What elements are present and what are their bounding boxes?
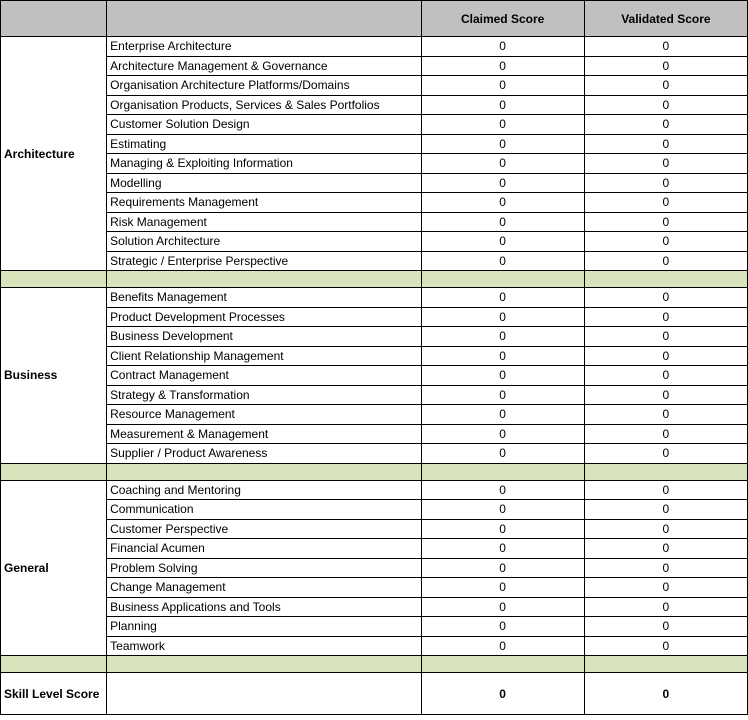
skill-name-cell: Business Development (107, 327, 421, 347)
table-row (1, 307, 748, 327)
table-row (1, 346, 748, 366)
skill-name-cell: Measurement & Management (107, 424, 421, 444)
table-row (1, 193, 748, 213)
section-separator-row (1, 656, 748, 673)
validated-score-cell[interactable]: 0 (584, 558, 747, 578)
claimed-score-cell[interactable]: 0 (421, 578, 584, 598)
separator-cell (107, 271, 421, 288)
separator-cell (107, 656, 421, 673)
claimed-score-cell[interactable]: 0 (421, 636, 584, 656)
validated-score-cell[interactable]: 0 (584, 327, 747, 347)
category-cell-general: General (1, 480, 107, 656)
validated-score-cell[interactable]: 0 (584, 76, 747, 96)
skill-name-cell: Communication (107, 500, 421, 520)
table-header (1, 1, 748, 37)
skill-name-cell: Strategic / Enterprise Perspective (107, 251, 421, 271)
claimed-score-cell[interactable]: 0 (421, 232, 584, 252)
skill-name-cell: Architecture Management & Governance (107, 56, 421, 76)
separator-cell (421, 656, 584, 673)
table-body (1, 37, 748, 673)
table-row (1, 480, 748, 500)
footer-claimed-score-cell[interactable]: 0 (421, 673, 584, 715)
table-row (1, 251, 748, 271)
separator-cell (107, 463, 421, 480)
claimed-score-cell[interactable]: 0 (421, 519, 584, 539)
claimed-score-cell[interactable]: 0 (421, 444, 584, 464)
skill-name-cell: Requirements Management (107, 193, 421, 213)
skill-name-cell: Customer Perspective (107, 519, 421, 539)
header-validated-score: Validated Score (584, 1, 747, 37)
validated-score-cell[interactable]: 0 (584, 500, 747, 520)
table-row (1, 444, 748, 464)
table-row (1, 539, 748, 559)
validated-score-cell[interactable]: 0 (584, 444, 747, 464)
table-row (1, 597, 748, 617)
header-category-cell (1, 1, 107, 37)
claimed-score-cell[interactable]: 0 (421, 76, 584, 96)
table-row (1, 95, 748, 115)
skill-name-cell: Product Development Processes (107, 307, 421, 327)
skill-name-cell: Organisation Products, Services & Sales Portfolios (107, 95, 421, 115)
table-row (1, 154, 748, 174)
claimed-score-cell[interactable]: 0 (421, 288, 584, 308)
section-separator-row (1, 463, 748, 480)
claimed-score-cell[interactable]: 0 (421, 405, 584, 425)
skill-name-cell: Teamwork (107, 636, 421, 656)
skill-name-cell: Planning (107, 617, 421, 637)
validated-score-cell[interactable]: 0 (584, 424, 747, 444)
claimed-score-cell[interactable]: 0 (421, 500, 584, 520)
claimed-score-cell[interactable]: 0 (421, 597, 584, 617)
validated-score-cell[interactable]: 0 (584, 617, 747, 637)
table-row (1, 134, 748, 154)
table-row (1, 173, 748, 193)
claimed-score-cell[interactable]: 0 (421, 327, 584, 347)
validated-score-cell[interactable]: 0 (584, 288, 747, 308)
table-row (1, 578, 748, 598)
separator-cell (1, 271, 107, 288)
claimed-score-cell[interactable]: 0 (421, 212, 584, 232)
validated-score-cell[interactable]: 0 (584, 56, 747, 76)
claimed-score-cell[interactable]: 0 (421, 385, 584, 405)
table-row (1, 636, 748, 656)
separator-cell (584, 656, 747, 673)
validated-score-cell[interactable]: 0 (584, 134, 747, 154)
claimed-score-cell[interactable]: 0 (421, 154, 584, 174)
validated-score-cell[interactable]: 0 (584, 519, 747, 539)
skill-name-cell: Risk Management (107, 212, 421, 232)
table-row (1, 115, 748, 135)
validated-score-cell[interactable]: 0 (584, 115, 747, 135)
section-separator-row (1, 271, 748, 288)
skill-name-cell: Managing & Exploiting Information (107, 154, 421, 174)
claimed-score-cell[interactable]: 0 (421, 173, 584, 193)
skill-name-cell: Business Applications and Tools (107, 597, 421, 617)
table-footer (1, 673, 748, 715)
skill-name-cell: Benefits Management (107, 288, 421, 308)
skill-name-cell: Change Management (107, 578, 421, 598)
table-row (1, 617, 748, 637)
table-row (1, 76, 748, 96)
table-row (1, 385, 748, 405)
validated-score-cell[interactable]: 0 (584, 154, 747, 174)
validated-score-cell[interactable]: 0 (584, 539, 747, 559)
validated-score-cell[interactable]: 0 (584, 37, 747, 57)
separator-cell (1, 463, 107, 480)
footer-validated-score-cell[interactable]: 0 (584, 673, 747, 715)
skill-level-score-label: Skill Level Score (1, 673, 107, 715)
validated-score-cell[interactable]: 0 (584, 578, 747, 598)
skill-name-cell: Customer Solution Design (107, 115, 421, 135)
claimed-score-cell[interactable]: 0 (421, 539, 584, 559)
table-row (1, 366, 748, 386)
validated-score-cell[interactable]: 0 (584, 405, 747, 425)
footer-empty-cell (107, 673, 421, 715)
skill-name-cell: Financial Acumen (107, 539, 421, 559)
claimed-score-cell[interactable]: 0 (421, 115, 584, 135)
table-row (1, 327, 748, 347)
table-row (1, 37, 748, 57)
table-row (1, 212, 748, 232)
claimed-score-cell[interactable]: 0 (421, 251, 584, 271)
separator-cell (584, 271, 747, 288)
validated-score-cell[interactable]: 0 (584, 173, 747, 193)
header-skill-cell (107, 1, 421, 37)
claimed-score-cell[interactable]: 0 (421, 193, 584, 213)
table-row (1, 519, 748, 539)
table-row (1, 500, 748, 520)
skill-name-cell: Organisation Architecture Platforms/Domains (107, 76, 421, 96)
skill-name-cell: Modelling (107, 173, 421, 193)
claimed-score-cell[interactable]: 0 (421, 307, 584, 327)
validated-score-cell[interactable]: 0 (584, 193, 747, 213)
table-row (1, 56, 748, 76)
claimed-score-cell[interactable]: 0 (421, 617, 584, 637)
validated-score-cell[interactable]: 0 (584, 212, 747, 232)
separator-cell (584, 463, 747, 480)
header-claimed-score: Claimed Score (421, 1, 584, 37)
claimed-score-cell[interactable]: 0 (421, 95, 584, 115)
header-row (1, 1, 748, 37)
claimed-score-cell[interactable]: 0 (421, 366, 584, 386)
skill-name-cell: Estimating (107, 134, 421, 154)
skill-name-cell: Solution Architecture (107, 232, 421, 252)
table-row (1, 424, 748, 444)
table-row (1, 558, 748, 578)
claimed-score-cell[interactable]: 0 (421, 346, 584, 366)
separator-cell (421, 463, 584, 480)
claimed-score-cell[interactable]: 0 (421, 56, 584, 76)
validated-score-cell[interactable]: 0 (584, 307, 747, 327)
table-row (1, 405, 748, 425)
validated-score-cell[interactable]: 0 (584, 366, 747, 386)
skill-name-cell: Client Relationship Management (107, 346, 421, 366)
table-row (1, 232, 748, 252)
skill-name-cell: Strategy & Transformation (107, 385, 421, 405)
validated-score-cell[interactable]: 0 (584, 95, 747, 115)
separator-cell (421, 271, 584, 288)
skill-name-cell: Contract Management (107, 366, 421, 386)
claimed-score-cell[interactable]: 0 (421, 134, 584, 154)
table-row (1, 288, 748, 308)
validated-score-cell[interactable]: 0 (584, 385, 747, 405)
claimed-score-cell[interactable]: 0 (421, 37, 584, 57)
category-cell-architecture: Architecture (1, 37, 107, 271)
skill-level-score-row (1, 673, 748, 715)
validated-score-cell[interactable]: 0 (584, 346, 747, 366)
validated-score-cell[interactable]: 0 (584, 251, 747, 271)
validated-score-cell[interactable]: 0 (584, 232, 747, 252)
validated-score-cell[interactable]: 0 (584, 636, 747, 656)
validated-score-cell[interactable]: 0 (584, 597, 747, 617)
skill-name-cell: Problem Solving (107, 558, 421, 578)
skill-name-cell: Enterprise Architecture (107, 37, 421, 57)
claimed-score-cell[interactable]: 0 (421, 480, 584, 500)
skill-name-cell: Supplier / Product Awareness (107, 444, 421, 464)
separator-cell (1, 656, 107, 673)
category-cell-business: Business (1, 288, 107, 464)
claimed-score-cell[interactable]: 0 (421, 424, 584, 444)
validated-score-cell[interactable]: 0 (584, 480, 747, 500)
skill-name-cell: Coaching and Mentoring (107, 480, 421, 500)
claimed-score-cell[interactable]: 0 (421, 558, 584, 578)
skill-name-cell: Resource Management (107, 405, 421, 425)
